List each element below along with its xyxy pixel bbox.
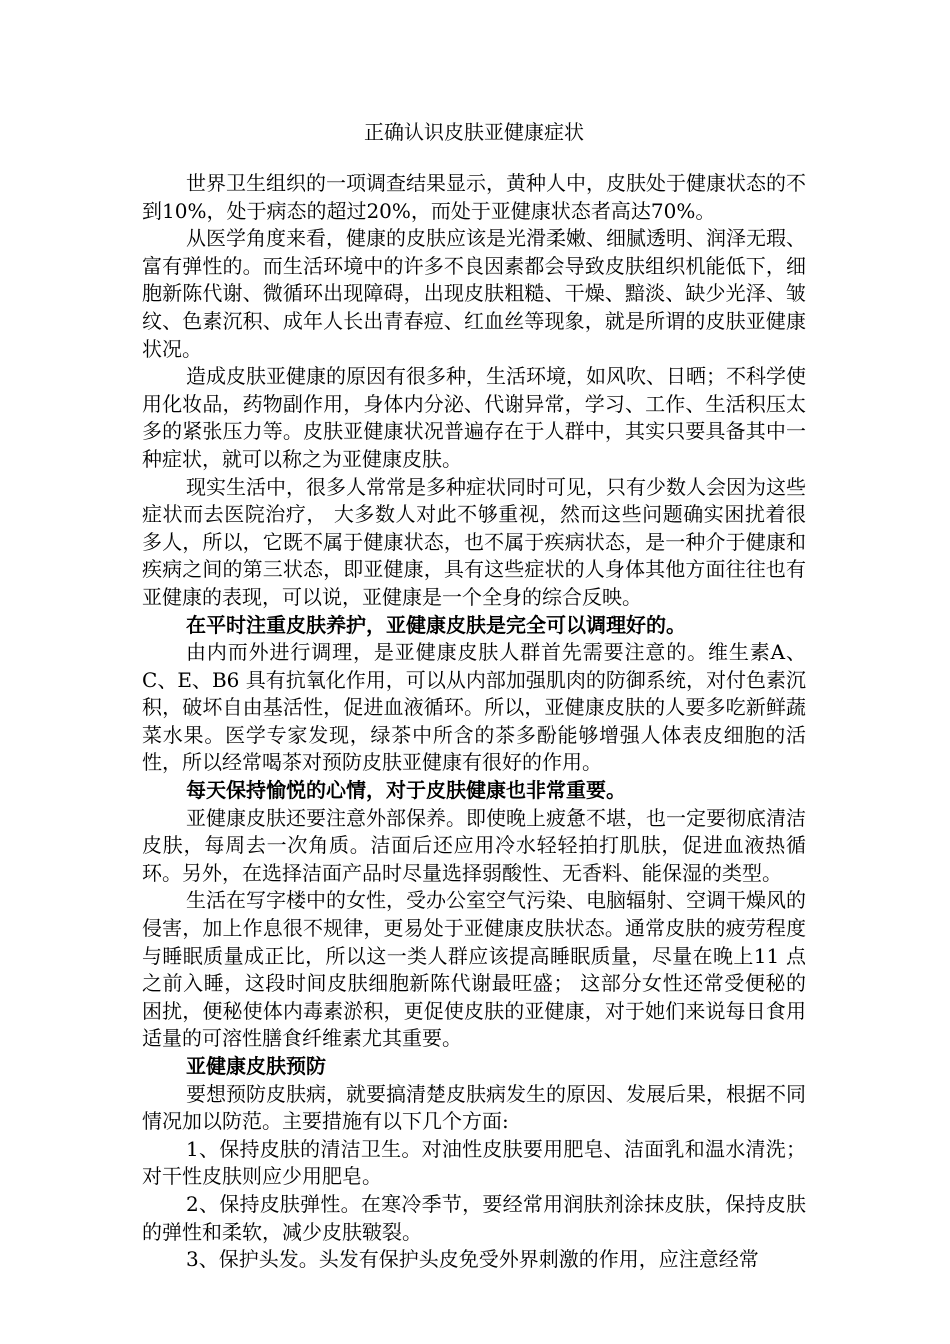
list-item-2: 2、保持皮肤弹性。在寒冷季节，要经常用润肤剂涂抹皮肤，保持皮肤的弹性和柔软，减少皮肤皲裂。 — [142, 1191, 806, 1244]
list-item-3: 3、保护头发。头发有保护头皮免受外界刺激的作用，应注意经常 — [186, 1247, 759, 1272]
section-heading-prevention: 亚健康皮肤预防 — [186, 1054, 326, 1078]
paragraph-8: 要想预防皮肤病，就要搞清楚皮肤病发生的原因、发展后果，根据不同情况加以防范。主要措施有以下几个方面: — [142, 1081, 806, 1134]
document-title: 正确认识皮肤亚健康症状 — [364, 120, 584, 144]
paragraph-2: 从医学角度来看，健康的皮肤应该是光滑柔嫩、细腻透明、润泽无瑕、富有弹性的。而生活环境中的许多不良因素都会导致皮肤组织机能低下，细胞新陈代谢、微循环出现障碍，出现皮肤粗糙、干燥、黯淡、缺少光泽、皱纹、色素沉积、成年人长出青春痘、红血丝等现象，就是所谓的皮肤亚健康状况。 — [142, 226, 806, 361]
list-item-1: 1、保持皮肤的清洁卫生。对油性皮肤要用肥皂、洁面乳和温水清洗；对干性皮肤则应少用肥皂。 — [142, 1136, 806, 1189]
paragraph-1: 世界卫生组织的一项调查结果显示，黄种人中，皮肤处于健康状态的不到10%，处于病态的超过20%，而处于亚健康状态者高达70%。 — [142, 171, 806, 223]
paragraph-7: 生活在写字楼中的女性，受办公室空气污染、电脑辐射、空调干燥风的侵害，加上作息很不规律，更易处于亚健康皮肤状态。通常皮肤的疲劳程度与睡眠质量成正比，所以这一类人群应该提高睡眠质量，尽量在晚上11 点之前入睡，这段时间皮肤细胞新陈代谢最旺盛； 这部分女性还常受便秘的困扰，便秘使体内毒素淤积，更促使皮肤的亚健康，对于她们来说每日食用适量的可溶性膳食纤维素尤其重要。 — [142, 888, 806, 1051]
paragraph-3: 造成皮肤亚健康的原因有很多种，生活环境，如风吹、日晒；不科学使用化妆品，药物副作用，身体内分泌、代谢异常，学习、工作、生活积压太多的紧张压力等。皮肤亚健康状况普遍存在于人群中，其实只要具备其中一种症状，就可以称之为亚健康皮肤。 — [142, 364, 806, 471]
document-page — [142, 118, 806, 1274]
section-heading-skin-care: 在平时注重皮肤养护，亚健康皮肤是完全可以调理好的。 — [186, 612, 686, 637]
paragraph-5: 由内而外进行调理，是亚健康皮肤人群首先需要注意的。维生素A、C、E、B6 具有抗氧化作用，可以从内部加强肌肉的防御系统，对付色素沉积，破坏自由基活性，促进血液循环。所以，亚健康皮肤的人要多吃新鲜蔬菜水果。医学专家发现，绿茶中所含的茶多酚能够增强人体表皮细胞的活性，所以经常喝茶对预防皮肤亚健康有很好的作用。 — [142, 640, 806, 775]
paragraph-4: 现实生活中，很多人常常是多种症状同时可见，只有少数人会因为这些症状而去医院治疗， 大多数人对此不够重视，然而这些问题确实困扰着很多人，所以，它既不属于健康状态，也不属于疾病状态，是一种介于健康和疾病之间的第三状态，即亚健康，具有这些症状的人身体其他方面往往也有亚健康的表现，可以说，亚健康是一个全身的综合反映。 — [142, 474, 806, 609]
document-body — [142, 170, 806, 1274]
paragraph-6: 亚健康皮肤还要注意外部保养。即使晚上疲惫不堪，也一定要彻底清洁皮肤，每周去一次角质。洁面后还应用冷水轻轻拍打肌肤，促进血液热循环。另外，在选择洁面产品时尽量选择弱酸性、无香料、能保湿的类型。 — [142, 805, 806, 885]
section-heading-mood: 每天保持愉悦的心情，对于皮肤健康也非常重要。 — [186, 778, 626, 803]
